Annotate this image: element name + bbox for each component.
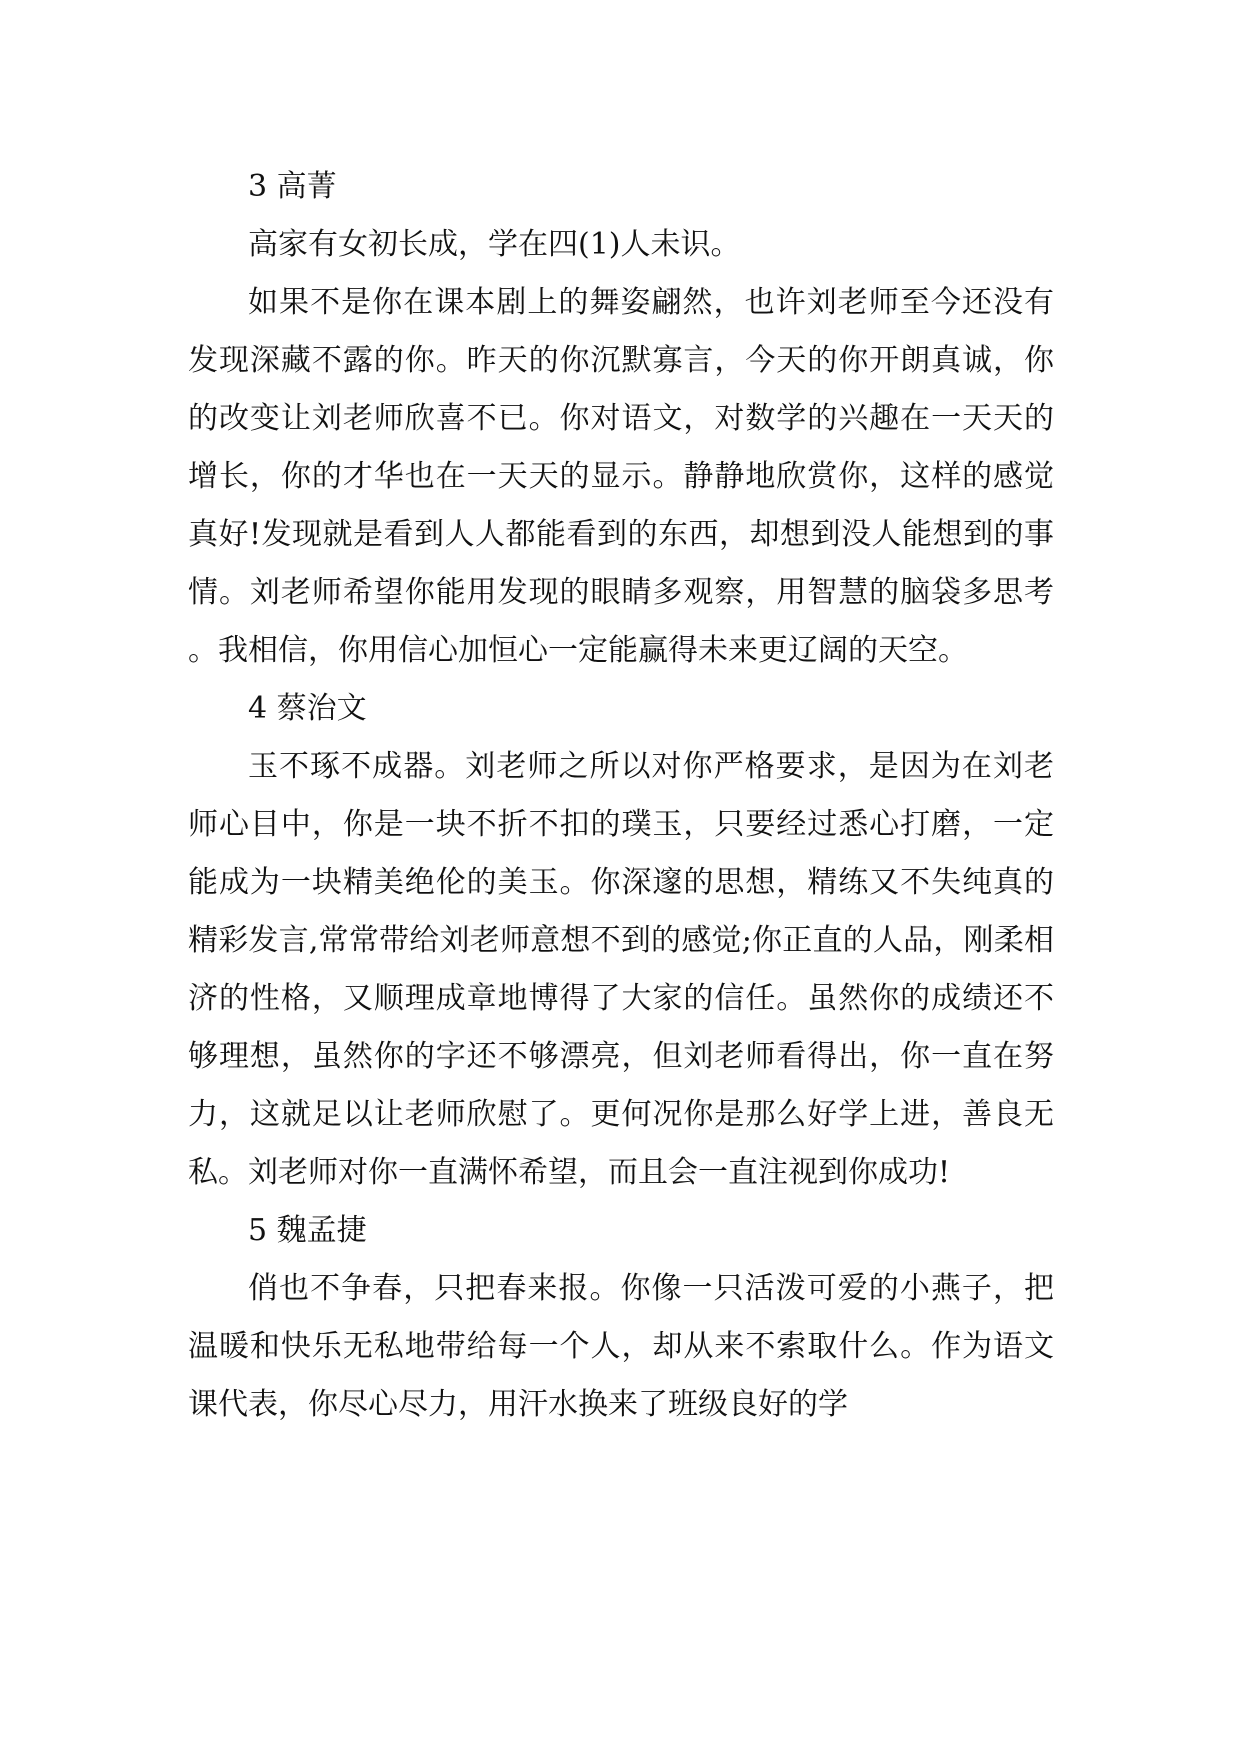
student-heading: 5 魏孟捷 [248, 1213, 367, 1248]
student-heading: 4 蔡治文 [248, 691, 367, 726]
comment-paragraph: 俏也不争春，只把春来报。你像一只活泼可爱的小燕子，把温暖和快乐无私地带给每一个人，却从来不索取什么。作为语文课代表，你尽心尽力，用汗水换来了班级良好的学 [188, 1271, 1054, 1422]
document-body [188, 158, 1054, 1434]
student-heading: 3 高菁 [248, 169, 337, 204]
comment-paragraph: 高家有女初长成，学在四(1)人未识。 [248, 227, 741, 262]
comment-paragraph: 如果不是你在课本剧上的舞姿翩然，也许刘老师至今还没有发现深藏不露的你。昨天的你沉默寡言，今天的你开朗真诚，你的改变让刘老师欣喜不已。你对语文，对数学的兴趣在一天天的增长，你的才华也在一天天的显示。静静地欣赏你，这样的感觉真好!发现就是看到人人都能看到的东西，却想到没人能想到的事情。刘老师希望你能用发现的眼睛多观察，用智慧的脑袋多思考。我相信，你用信心加恒心一定能赢得未来更辽阔的天空。 [188, 285, 1054, 668]
comment-paragraph: 玉不琢不成器。刘老师之所以对你严格要求，是因为在刘老师心目中，你是一块不折不扣的璞玉，只要经过悉心打磨，一定能成为一块精美绝伦的美玉。你深邃的思想，精练又不失纯真的精彩发言,常常带给刘老师意想不到的感觉;你正直的人品，刚柔相济的性格，又顺理成章地博得了大家的信任。虽然你的成绩还不够理想，虽然你的字还不够漂亮，但刘老师看得出，你一直在努力，这就足以让老师欣慰了。更何况你是那么好学上进，善良无私。刘老师对你一直满怀希望，而且会一直注视到你成功! [188, 749, 1054, 1190]
